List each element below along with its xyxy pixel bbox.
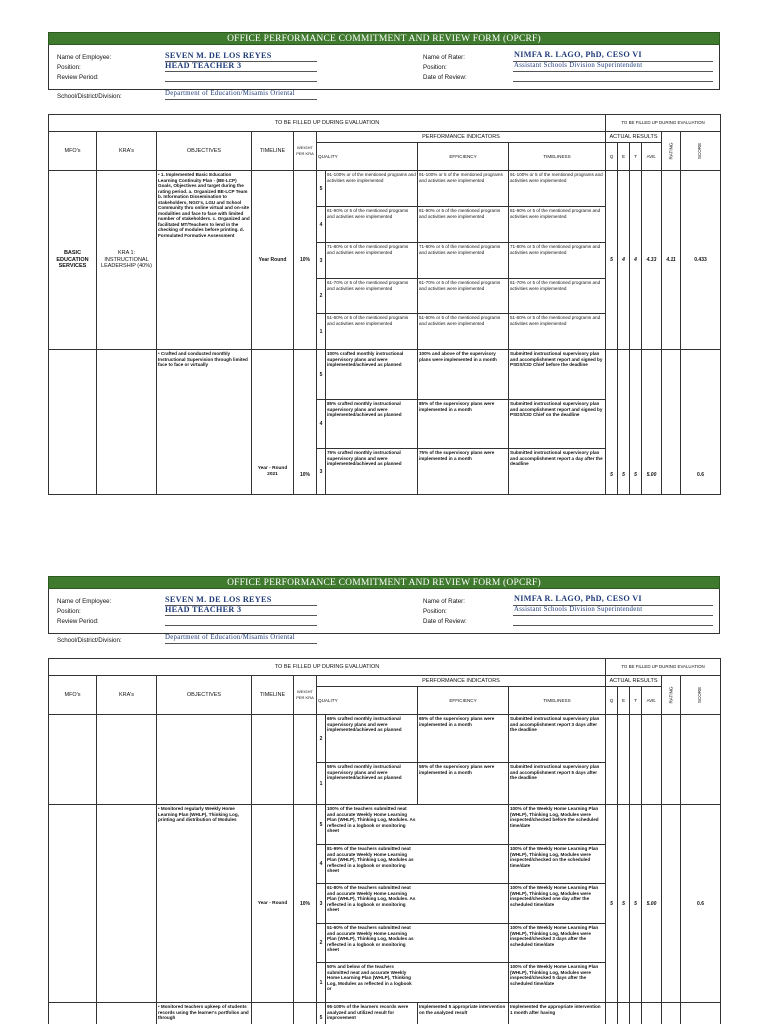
employee-position: HEAD TEACHER 3 [165, 61, 242, 70]
result-q: 5 [606, 171, 618, 350]
table-row [49, 171, 721, 207]
form-title-bar: OFFICE PERFORMANCE COMMITMENT AND REVIEW FORM (OPCRF) [48, 576, 720, 589]
result-ave: 5.00 [642, 805, 662, 1003]
col-actual-results: ACTUAL RESULTS [606, 132, 662, 143]
employee-name: SEVEN M. DE LOS REYES [165, 51, 272, 60]
col-e: E [618, 143, 630, 171]
objective-cell: • 1. Implemented Basic Education Learning Continuity Plan - (BE-LCP) Goals, Objectives and target during the rating period. a. Organized BE-LCP Team b. Information Dissemination to stakeholders, NGO's, LGU and School Community thru online virtual and on-site modalities and face to face with limited number of stakeholders. c. Organized and facilitated MT/Teachers to lend in the checking of modules before printing. d. Formulated Formative Assessment [157, 171, 252, 350]
timeliness-text: 100% of the Weekly Home Learning Plan (WHLP), Thinking Log, Modules were inspected/checked before the scheduled time/date [509, 805, 606, 845]
timeliness-text: Implemented the appropriate intervention 1 month after having [509, 1003, 606, 1024]
efficiency-text: 65% of the supervisory plans were implemented in a month [418, 715, 509, 763]
col-ave: AVE. [642, 143, 662, 171]
quality-text: 61-70% or 5 of the mentioned programs and activities were implemented [326, 279, 418, 314]
result-e: 5 [618, 350, 630, 495]
timeliness-text: Submitted instructional supervisory plan and accomplishment report and signed by PSDS/CID Chief before the deadline [509, 350, 606, 400]
col-q: Q [606, 143, 618, 171]
label-rater: Name of Rater: [423, 54, 465, 61]
timeliness-text: 100% of the Weekly Home Learning Plan (WHLP), Thinking Log, Modules were inspected/checked 3 days after the scheduled time/date [509, 924, 606, 963]
quality-text: 100% crafted monthly instructional supervisory plans and were implemented/achieved as planned [326, 350, 418, 400]
evaluation-table-1 [48, 114, 721, 495]
result-t: 5 [630, 350, 642, 495]
quality-text: 51-60% or 5 of the mentioned programs and activities were implemented [326, 314, 418, 350]
employee-name: SEVEN M. DE LOS REYES [165, 595, 272, 604]
result-q: 5 [606, 350, 618, 495]
quality-text: 65% crafted monthly instructional supervisory plans and were implemented/achieved as planned [326, 715, 418, 763]
table-row [49, 1003, 721, 1024]
col-t: T [630, 143, 642, 171]
result-score: 0.6 [681, 350, 721, 495]
col-score: SCORE [681, 132, 721, 171]
quality-text: 55% crafted monthly instructional supervisory plans and were implemented/achieved as planned [326, 763, 418, 805]
quality-text: 81-90% or 5 of the mentioned programs and activities were implemented [326, 207, 418, 243]
timeliness-text: 81-90% or 5 of the mentioned programs and activities were implemented [509, 207, 606, 243]
rating-level: 2 [317, 715, 326, 763]
timeliness-text: 71-80% or 5 of the mentioned programs and activities were implemented [509, 243, 606, 279]
result-score: 0.6 [681, 805, 721, 1003]
to-be-filled-after: TO BE FILLED UP DURING EVALUATION [606, 659, 721, 676]
col-mfo: MFO's [49, 676, 97, 715]
quality-text: 100% of the teachers submitted neat and accurate Weekly Home Learning Plan (WHLP), Thinking Log, Modules. As reflected in a logbook or monitoring sheet [326, 805, 509, 845]
rating-level: 4 [317, 207, 326, 243]
efficiency-text: 71-80% or 5 of the mentioned programs and activities were implemented [418, 243, 509, 279]
weight-cell: 10% [294, 805, 317, 1003]
timeliness-text: Submitted instructional supervisory plan and accomplishment report 3 days after the deadline [509, 715, 606, 763]
efficiency-text: 85% of the supervisory plans were implemented in a month [418, 400, 509, 449]
col-quality: QUALITY [317, 687, 418, 715]
col-perf-indicators: PERFORMANCE INDICATORS [317, 132, 606, 143]
rating-level: 1 [317, 314, 326, 350]
timeliness-text: 100% of the Weekly Home Learning Plan (WHLP), Thinking Log, Modules were inspected/checked on the scheduled time/date [509, 845, 606, 884]
to-be-filled-during: TO BE FILLED UP DURING EVALUATION [49, 115, 606, 132]
rating-level: 2 [317, 924, 326, 963]
to-be-filled-during: TO BE FILLED UP DURING EVALUATION [49, 659, 606, 676]
employee-position: HEAD TEACHER 3 [165, 605, 242, 614]
rating-level: 3 [317, 449, 326, 495]
timeliness-text: Submitted instructional supervisory plan and accomplishment report a day after the deadline [509, 449, 606, 495]
col-timeline: TIMELINE [252, 676, 294, 715]
rating-level: 4 [317, 845, 326, 884]
col-quality: QUALITY [317, 143, 418, 171]
efficiency-text: 61-70% or 5 of the mentioned programs and activities were implemented [418, 279, 509, 314]
rating-level: 5 [317, 350, 326, 400]
timeliness-text: 100% of the Weekly Home Learning Plan (WHLP), Thinking Log, Modules were inspected/checked 5 days after the scheduled time/date [509, 963, 606, 1003]
col-rating: RATING [662, 676, 681, 715]
col-actual-results: ACTUAL RESULTS [606, 676, 662, 687]
weight-cell: 10% [294, 171, 317, 350]
objective-cell: • Monitored regularly Weekly Home Learning Plan (WHLP), Thinking Log, printing and distribution of Modules [157, 805, 252, 1003]
quality-text: 85% crafted monthly instructional supervisory plans and were implemented/achieved as planned [326, 400, 418, 449]
label-date-review: Date of Review: [423, 618, 467, 625]
table-row [49, 805, 721, 845]
col-rating: RATING [662, 132, 681, 171]
employee-header [48, 45, 720, 100]
quality-text: 95-100% of the learners records were analyzed and utilized result for improvement [326, 1003, 418, 1024]
efficiency-text: 75% of the supervisory plans were implemented in a month [418, 449, 509, 495]
label-rater-position: Position: [423, 608, 447, 615]
result-ave: 5.00 [642, 350, 662, 495]
table-row [49, 350, 721, 400]
timeliness-text: 51-60% or 5 of the mentioned programs and activities were implemented [509, 314, 606, 350]
label-school: School/District/Division: [57, 93, 122, 100]
label-employee: Name of Employee: [57, 54, 112, 61]
objective-cell: • Monitored teachers upkeep of students records using the learner's portfolios and through [157, 1003, 252, 1024]
col-weight: WEIGHT PER KRA [294, 676, 317, 715]
timeline-cell: Year Round [252, 171, 294, 350]
timeliness-text: 61-70% or 5 of the mentioned programs and activities were implemented [509, 279, 606, 314]
rating-level: 3 [317, 243, 326, 279]
efficiency-text: 81-90% or 5 of the mentioned programs and activities were implemented [418, 207, 509, 243]
col-timeliness: TIMELINESS [509, 143, 606, 171]
col-ave: AVE. [642, 687, 662, 715]
label-review-period: Review Period: [57, 74, 99, 81]
rating-level: 1 [317, 763, 326, 805]
employee-school: Department of Education/Misamis Oriental [165, 90, 295, 97]
quality-text: 81-99% of the teachers submitted neat and accurate Weekly Home Learning Plan (WHLP), Thinking Log, Modules as reflected in a logbook or monitoring sheet [326, 845, 509, 884]
col-weight: WEIGHT PER KRA [294, 132, 317, 171]
rater-name: NIMFA R. LAGO, PhD, CESO VI [514, 50, 642, 59]
timeline-cell: Year - Round 2021 [252, 350, 294, 495]
evaluation-table-2 [48, 658, 721, 1024]
col-kra: KRA's [97, 676, 157, 715]
col-timeliness: TIMELINESS [509, 687, 606, 715]
quality-text: 91-100% or of the mentioned programs and activities were implemented [326, 171, 418, 207]
result-ave: 4.33 [642, 171, 662, 350]
label-employee: Name of Employee: [57, 598, 112, 605]
result-t: 4 [630, 171, 642, 350]
objective-cell: • Crafted and conducted monthly Instructional Supervision through limited face to face or virtually [157, 350, 252, 495]
table-row [49, 715, 721, 763]
weight-cell: 10% [294, 350, 317, 495]
label-review-period: Review Period: [57, 618, 99, 625]
result-e: 4 [618, 171, 630, 350]
result-q: 5 [606, 805, 618, 1003]
employee-header [48, 589, 720, 644]
quality-text: 71-80% or 5 of the mentioned programs and activities were implemented [326, 243, 418, 279]
rating-level: 1 [317, 963, 326, 1003]
employee-school: Department of Education/Misamis Oriental [165, 634, 295, 641]
quality-text: 61-80% of the teachers submitted neat and accurate Weekly Home Learning Plan (WHLP), Thinking Log, Modules. As reflected in a logbook or monitoring sheet [326, 884, 509, 924]
efficiency-text: 91-100% or 5 of the mentioned programs and activities were implemented [418, 171, 509, 207]
form-title-bar: OFFICE PERFORMANCE COMMITMENT AND REVIEW FORM (OPCRF) [48, 32, 720, 45]
col-objectives: OBJECTIVES [157, 132, 252, 171]
efficiency-text: 100% and above of the supervisory plans were implemented in a month [418, 350, 509, 400]
timeline-cell: Year - Round [252, 805, 294, 1003]
result-e: 5 [618, 805, 630, 1003]
quality-text: 50% and below of the teachers submitted neat and accurate Weekly Home Learning Plan (WHLP), Thinking Log, Modules as reflected in a logbook or [326, 963, 509, 1003]
rating-level: 5 [317, 805, 326, 845]
quality-text: 51-60% of the teachers submitted neat and accurate Weekly Home Learning Plan (WHLP), Thinking Log, Modules as reflected in a logbook or monitoring sheet [326, 924, 509, 963]
label-position: Position: [57, 64, 81, 71]
col-timeline: TIMELINE [252, 132, 294, 171]
rating-level: 5 [317, 1003, 326, 1024]
col-score: SCORE [681, 676, 721, 715]
rater-position: Assistant Schools Division Superintendent [514, 606, 643, 613]
efficiency-text: 51-60% or 5 of the mentioned programs and activities were implemented [418, 314, 509, 350]
result-rating: 4.11 [662, 171, 681, 350]
col-efficiency: EFFICIENCY [418, 687, 509, 715]
mfo-cell: BASIC EDUCATION SERVICES [49, 171, 97, 350]
result-t: 5 [630, 805, 642, 1003]
timeliness-text: Submitted instructional supervisory plan and accomplishment report and signed by PSDS/CID Chief on the deadline [509, 400, 606, 449]
col-efficiency: EFFICIENCY [418, 143, 509, 171]
label-rater: Name of Rater: [423, 598, 465, 605]
quality-text: 75% crafted monthly instructional supervisory plans and were implemented/achieved as planned [326, 449, 418, 495]
rating-level: 5 [317, 171, 326, 207]
rating-level: 3 [317, 884, 326, 924]
col-perf-indicators: PERFORMANCE INDICATORS [317, 676, 606, 687]
label-position: Position: [57, 608, 81, 615]
rater-position: Assistant Schools Division Superintendent [514, 62, 643, 69]
result-score: 0.433 [681, 171, 721, 350]
col-kra: KRA's [97, 132, 157, 171]
col-t: T [630, 687, 642, 715]
efficiency-text: Implemented 5 appropriate intervention on the analyzed result [418, 1003, 509, 1024]
timeliness-text: 100% of the Weekly Home Learning Plan (WHLP), Thinking Log, Modules were inspected/checked one day after the scheduled time/date [509, 884, 606, 924]
col-e: E [618, 687, 630, 715]
to-be-filled-after: TO BE FILLED UP DURING EVALUATION [606, 115, 721, 132]
timeliness-text: Submitted instructional supervisory plan and accomplishment report 5 days after the deadline [509, 763, 606, 805]
rating-level: 2 [317, 279, 326, 314]
label-date-review: Date of Review: [423, 74, 467, 81]
rater-name: NIMFA R. LAGO, PhD, CESO VI [514, 594, 642, 603]
efficiency-text: 55% of the supervisory plans were implemented in a month [418, 763, 509, 805]
kra-cell: KRA 1: INSTRUCTIONAL LEADERSHIP (40%) [97, 171, 157, 350]
label-rater-position: Position: [423, 64, 447, 71]
col-q: Q [606, 687, 618, 715]
col-mfo: MFO's [49, 132, 97, 171]
col-objectives: OBJECTIVES [157, 676, 252, 715]
rating-level: 4 [317, 400, 326, 449]
timeliness-text: 91-100% or 5 of the mentioned programs and activities were implemented [509, 171, 606, 207]
form-page-2 [48, 576, 720, 646]
label-school: School/District/Division: [57, 637, 122, 644]
